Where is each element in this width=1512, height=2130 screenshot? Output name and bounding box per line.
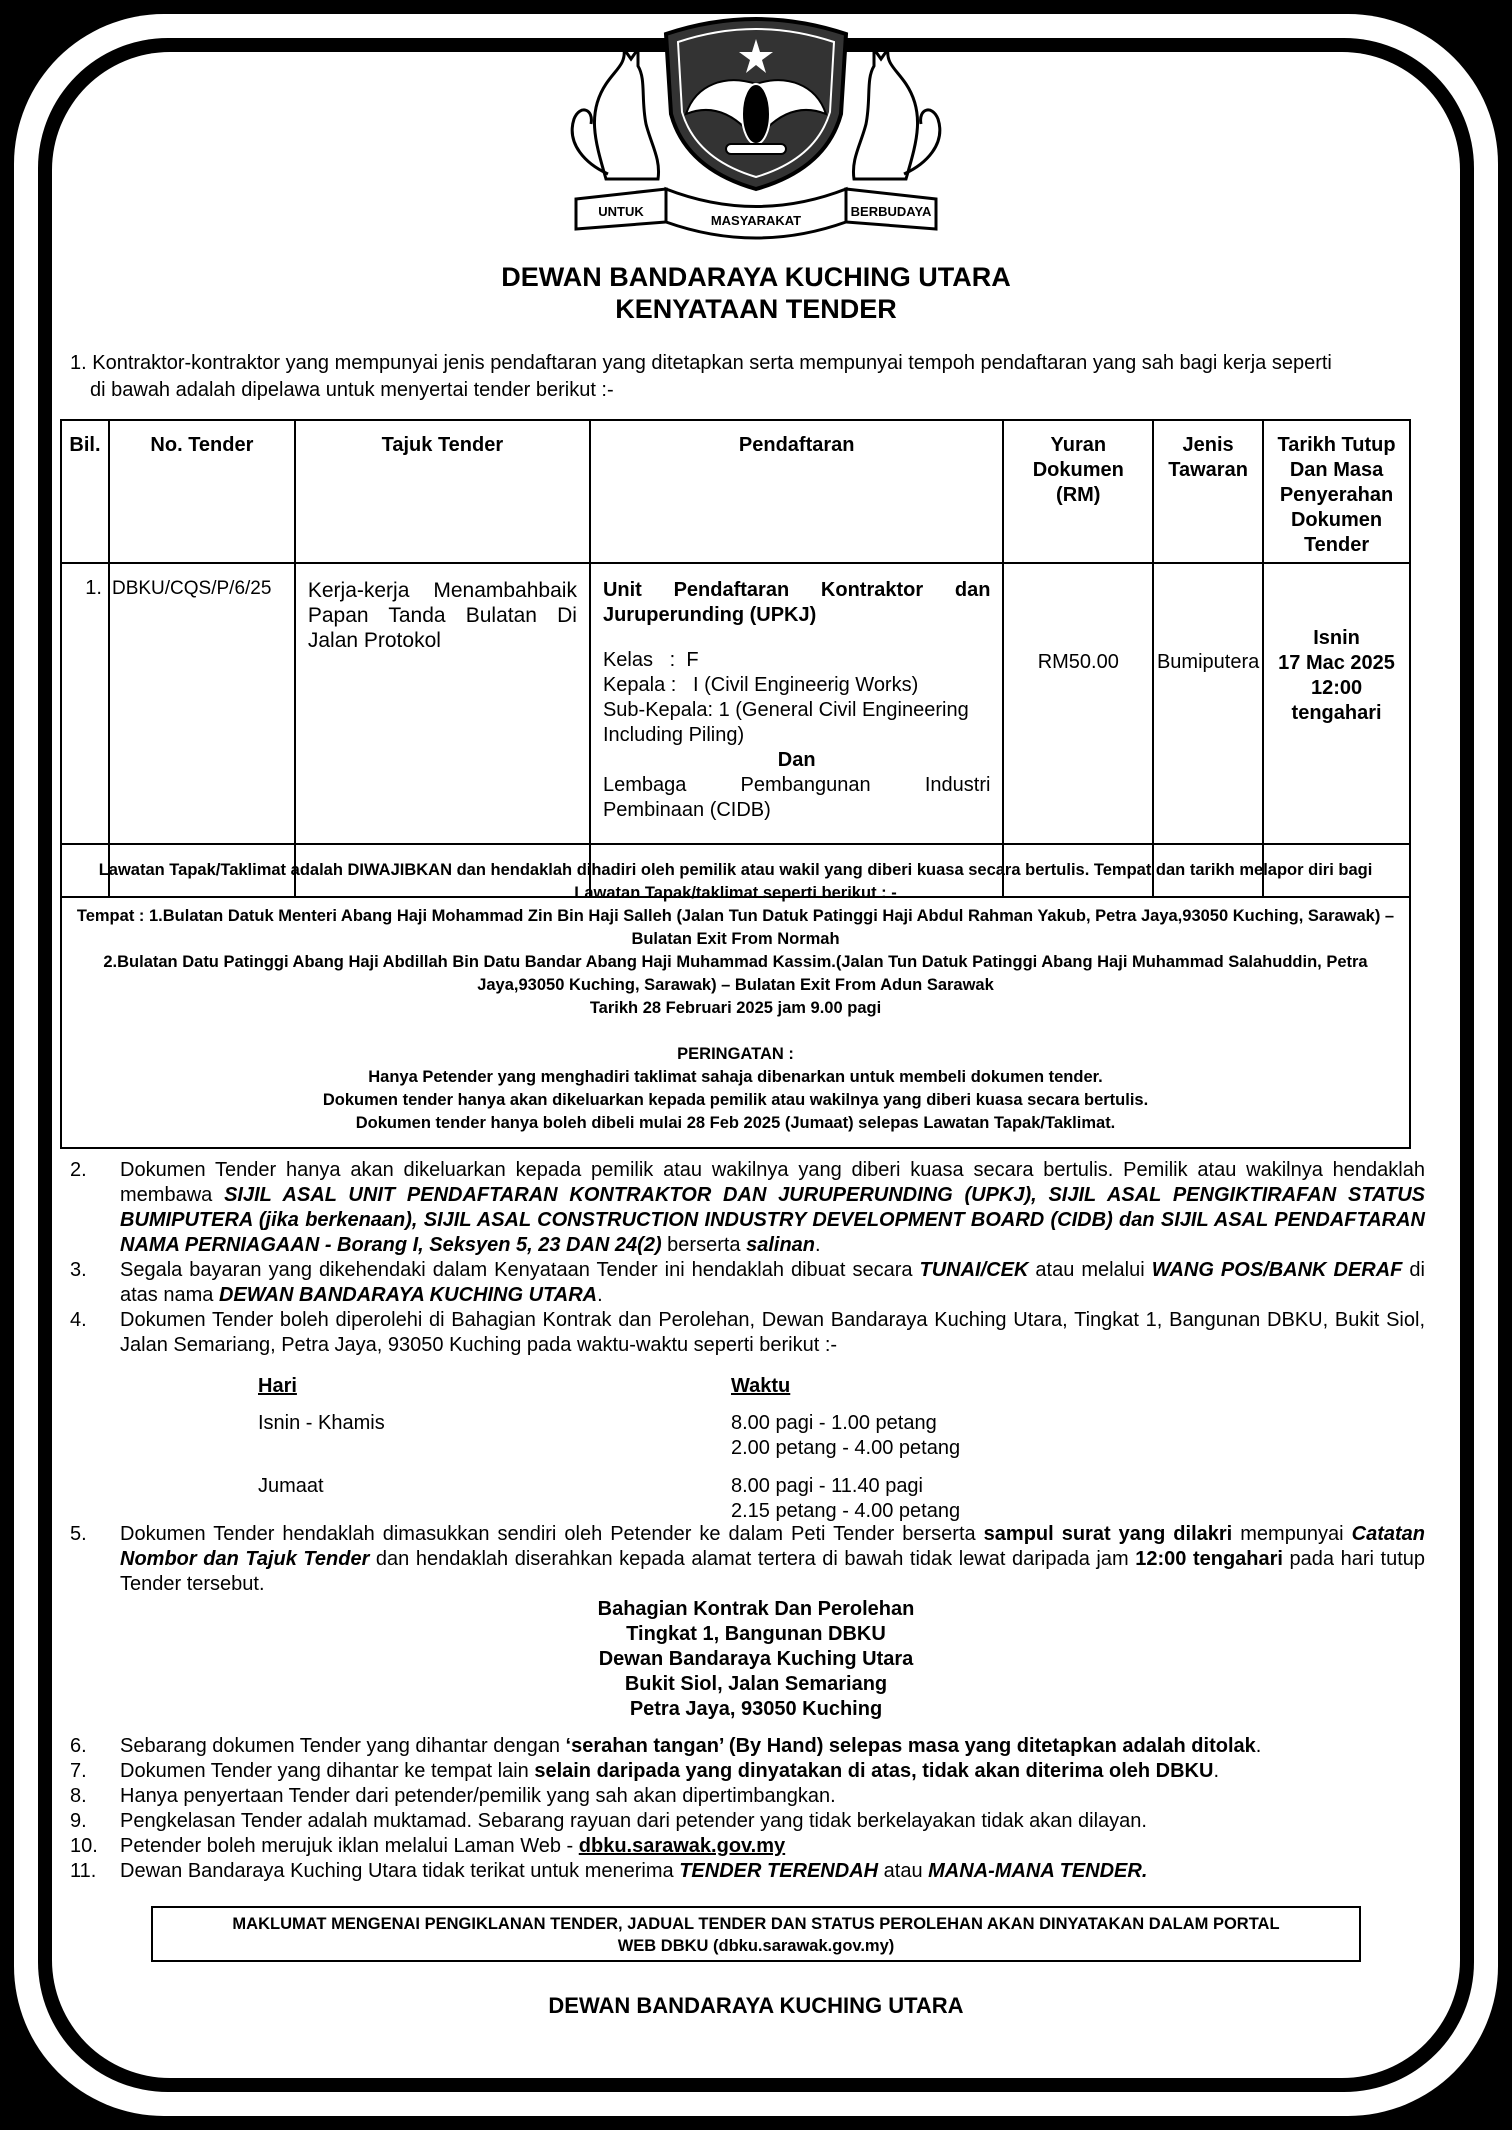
clause-5-c: mempunyai [1232,1523,1352,1545]
page-title: KENYATAAN TENDER [615,294,897,324]
clause-7-b: selain daripada yang dinyatakan di atas, tidak akan diterima oleh DBKU [534,1760,1214,1782]
clause-3 [70,1258,1425,1308]
lawatan-line-2: Lawatan Tapak/taklimat seperti berikut : - [574,884,897,902]
cell-bil: 1. [61,563,109,897]
clause-11-text [120,1859,1425,1884]
clauses-2-4 [70,1158,1425,1358]
clause-8-text: Hanya penyertaan Tender dari petender/pemilik yang sah akan dipertimbangkan. [120,1785,836,1807]
lawatan-line-3: Tempat : 1.Bulatan Datuk Menteri Abang Haji Mohammad Zin Bin Haji Salleh (Jalan Tun Datuk Patinggi Haji Abdul Rahman Yakub, Petra Jaya,93050 Kuching, Sarawak) – [76,907,1395,925]
peringatan-title: PERINGATAN : [677,1045,794,1063]
clause-7-number: 7. [70,1760,87,1782]
clause-9-text: Pengkelasan Tender adalah muktamad. Sebarang rayuan dari petender yang tidak berkelayakan tidak akan dilayan. [120,1810,1147,1832]
lawatan-line-5: 2.Bulatan Datu Patinggi Abang Haji Abdillah Bin Datu Bandar Abang Haji Muhammad Kassim.(Jalan Tun Datuk Patinggi Abang Haji Muhammad Salahuddin, Petra [103,953,1368,971]
clause-9 [70,1809,1425,1834]
clause-2-b: SIJIL ASAL UNIT PENDAFTARAN KONTRAKTOR DAN JURUPERUNDING (UPKJ), SIJIL ASAL PENGIKTIRAFAN STATUS BUMIPUTERA (jika berkenaan), SIJIL ASAL CONSTRUCTION INDUSTRY DEVELOPMENT BOARD (CIDB) dan SIJIL ASAL PENDAFTARAN NAMA PERNIAGAAN - Borang I, Seksyen 5, 23 DAN 24(2) [120,1184,1426,1256]
intro-line-1: 1. Kontraktor-kontraktor yang mempunyai jenis pendaftaran yang ditetapkan serta mempunyai tempoh pendaftaran yang sah bagi kerja seperti [70,352,1332,374]
peringatan-3: Dokumen tender hanya boleh dibeli mulai 28 Feb 2025 (Jumaat) selepas Lawatan Tapak/Taklimat. [355,1114,1116,1132]
clause-3-f: DEWAN BANDARAYA KUCHING UTARA [218,1284,598,1306]
org-title: DEWAN BANDARAYA KUCHING UTARA [501,262,1011,292]
waktu-2a: 8.00 pagi - 11.40 pagi [731,1475,924,1497]
cell-no-tender: DBKU/CQS/P/6/25 [109,563,295,897]
waktu-1a: 8.00 pagi - 1.00 petang [731,1412,937,1434]
clause-6-a: Sebarang dokumen Tender yang dihantar dengan [120,1735,566,1757]
clause-3-e: di atas nama [120,1259,1425,1306]
submission-address [0,1597,1512,1722]
col-bil: Bil. [61,420,109,563]
clause-2-text [120,1158,1425,1258]
clause-3-number: 3. [70,1259,87,1281]
clause-5-g: pada hari tutup Tender tersebut. [120,1548,1425,1595]
col-yuran-l3: (RM) [1056,484,1101,506]
clause-5-b: sampul surat yang dilakri [983,1523,1233,1545]
col-tarikh [1263,420,1410,563]
pend-kepala: Kepala : I (Civil Engineerig Works) [602,674,919,696]
col-tarikh-l5: Tender [1303,534,1370,556]
clause-3-c: atau melalui [1028,1259,1152,1281]
clause-4-number: 4. [70,1309,87,1331]
clause-9-number: 9. [70,1810,87,1832]
clause-6-b: ‘serahan tangan’ (By Hand) selepas masa yang ditetapkan adalah ditolak [565,1735,1256,1757]
address-line-2: Tingkat 1, Bangunan DBKU [626,1623,886,1645]
clause-3-g: . [597,1284,603,1306]
cell-jenis: Bumiputera [1153,563,1263,897]
portal-line-2: WEB DBKU (dbku.sarawak.gov.my) [617,1937,895,1955]
table-header-row [61,420,1410,563]
clause-4-text: Dokumen Tender boleh diperolehi di Bahagian Kontrak dan Perolehan, Dewan Bandaraya Kuching Utara, Tingkat 1, Bangunan DBKU, Bukit Siol, Jalan Semariang, Petra Jaya, 93050 Kuching pada waktu-waktu seperti berikut :- [120,1309,1425,1356]
cell-yuran: RM50.00 [1003,563,1153,897]
clause-7-a: Dokumen Tender yang dihantar ke tempat lain [120,1760,535,1782]
clause-5-number: 5. [70,1523,87,1545]
clause-6-text [120,1734,1425,1759]
clause-6-c: . [1255,1735,1262,1757]
clause-5-d: Catatan Nombor dan Tajuk Tender [120,1523,1425,1570]
clause-2-e: . [815,1234,821,1256]
col-no-tender: No. Tender [109,420,295,563]
site-visit-box [60,843,1411,1149]
clause-3-text [120,1258,1425,1308]
clause-5 [70,1522,1425,1597]
clause-11-number: 11. [70,1860,97,1882]
clause-11-d: MANA-MANA TENDER. [928,1860,1148,1882]
address-line-4: Bukit Siol, Jalan Semariang [624,1673,888,1695]
address-line-1: Bahagian Kontrak Dan Perolehan [597,1598,915,1620]
pend-unit: Unit Pendaftaran Kontraktor dan Juruperunding (UPKJ) [602,579,991,626]
clause-3-a: Segala bayaran yang dikehendaki dalam Kenyataan Tender ini hendaklah dibuat secara [120,1259,920,1281]
clause-2 [70,1158,1425,1258]
clause-5-text [120,1522,1425,1597]
clause-3-d: WANG POS/BANK DERAF [1151,1259,1403,1281]
peringatan-2: Dokumen tender hanya akan dikeluarkan kepada pemilik atau wakilnya yang diberi kuasa secara bertulis. [322,1091,1149,1109]
col-tarikh-l4: Dokumen [1290,509,1383,531]
tarikh-masa: 12:00 tengahari [1291,677,1382,724]
clause-3-b: TUNAI/CEK [919,1259,1029,1281]
clause-6-number: 6. [70,1735,87,1757]
tender-table [60,419,1411,898]
clause-10-number: 10. [70,1835,98,1857]
col-tarikh-l3: Penyerahan [1279,484,1394,506]
pend-kelas: Kelas : F [602,649,699,671]
hari-jumaat: Jumaat [258,1475,324,1497]
clause-11-b: TENDER TERENDAH [679,1860,879,1882]
clause-10-text [120,1834,1425,1859]
clause-11-c: atau [878,1860,929,1882]
address-line-5: Petra Jaya, 93050 Kuching [629,1698,883,1720]
clause-2-number: 2. [70,1159,87,1181]
portal-line-1: MAKLUMAT MENGENAI PENGIKLANAN TENDER, JADUAL TENDER DAN STATUS PEROLEHAN AKAN DINYATAKAN DALAM PORTAL [232,1915,1280,1933]
intro-paragraph [70,350,1450,404]
col-tarikh-l1: Tarikh Tutup [1277,434,1396,456]
motto-word-2: MASYARAKAT [710,213,802,228]
clause-2-d: salinan [746,1234,816,1256]
clause-8 [70,1784,1425,1809]
address-line-3: Dewan Bandaraya Kuching Utara [598,1648,914,1670]
lawatan-line-6: Jaya,93050 Kuching, Sarawak) – Bulatan Exit From Adun Sarawak [477,976,994,994]
col-jenis [1153,420,1263,563]
col-pendaftaran: Pendaftaran [590,420,1003,563]
clause-4 [70,1308,1425,1358]
pend-dan: Dan [777,749,816,771]
clause-6 [70,1734,1425,1759]
footer-org: DEWAN BANDARAYA KUCHING UTARA [548,1993,964,2018]
lawatan-line-1: Lawatan Tapak/Taklimat adalah DIWAJIBKAN dan hendaklah dihadiri oleh pemilik atau wakil yang diberi kuasa secara bertulis. Tempat dan tarikh melapor diri bagi [98,861,1373,879]
col-jenis-l2: Tawaran [1168,459,1248,481]
waktu-2b: 2.15 petang - 4.00 petang [731,1500,961,1522]
clauses-6-11 [70,1734,1425,1884]
clause-8-number: 8. [70,1785,87,1807]
tarikh-date: 17 Mac 2025 [1278,652,1395,674]
clause-5-e: dan hendaklah diserahkan kepada alamat tertera di bawah tidak lewat daripada jam [369,1548,1136,1570]
motto-word-3: BERBUDAYA [850,204,932,219]
motto-word-1: UNTUK [598,204,644,219]
clause-2-c: berserta [661,1234,747,1256]
clause-11 [70,1859,1425,1884]
clause-7-c: . [1213,1760,1219,1782]
col-jenis-l1: Jenis [1182,434,1234,456]
clause-7-text [120,1759,1425,1784]
cell-tajuk: Kerja-kerja Menambahbaik Papan Tanda Bulatan Di Jalan Protokol [295,563,590,897]
col-tarikh-l2: Dan Masa [1289,459,1384,481]
hari-isnin-khamis: Isnin - Khamis [258,1412,385,1434]
clause-5-f: 12:00 tengahari [1135,1548,1283,1570]
peringatan-1: Hanya Petender yang menghadiri taklimat sahaja dibenarkan untuk membeli dokumen tender. [368,1068,1103,1086]
dbku-crest-logo [546,4,966,244]
tarikh-hari: Isnin [1313,627,1360,649]
col-yuran-l1: Yuran [1050,434,1107,456]
clause-2-a: Dokumen Tender hanya akan dikeluarkan kepada pemilik atau wakilnya yang diberi kuasa secara bertulis. Pemilik atau wakilnya hendaklah membawa [120,1159,1425,1206]
portal-notice-box [151,1906,1361,1962]
lawatan-line-7: Tarikh 28 Februari 2025 jam 9.00 pagi [589,999,882,1017]
col-tajuk: Tajuk Tender [295,420,590,563]
pend-cidb: Lembaga Pembangunan Industri Pembinaan (CIDB) [602,774,991,821]
clause-7 [70,1759,1425,1784]
intro-line-2: di bawah adalah dipelawa untuk menyertai tender berikut :- [90,379,614,401]
website-link[interactable]: dbku.sarawak.gov.my [578,1835,786,1857]
waktu-label: Waktu [731,1375,791,1397]
pend-subkepala: Sub-Kepala: 1 (General Civil Engineering Including Piling) [602,699,969,746]
clause-5-a: Dokumen Tender hendaklah dimasukkan sendiri oleh Petender ke dalam Peti Tender berserta [120,1523,984,1545]
waktu-1b: 2.00 petang - 4.00 petang [731,1437,961,1459]
col-yuran [1003,420,1153,563]
clause-10-a: Petender boleh merujuk iklan melalui Laman Web - [120,1835,579,1857]
hari-label: Hari [258,1375,297,1397]
clause-11-a: Dewan Bandaraya Kuching Utara tidak terikat untuk menerima [120,1860,680,1882]
col-yuran-l2: Dokumen [1032,459,1124,481]
clause-5-block [70,1522,1425,1597]
clause-10 [70,1834,1425,1859]
lawatan-line-4: Bulatan Exit From Normah [631,930,840,948]
